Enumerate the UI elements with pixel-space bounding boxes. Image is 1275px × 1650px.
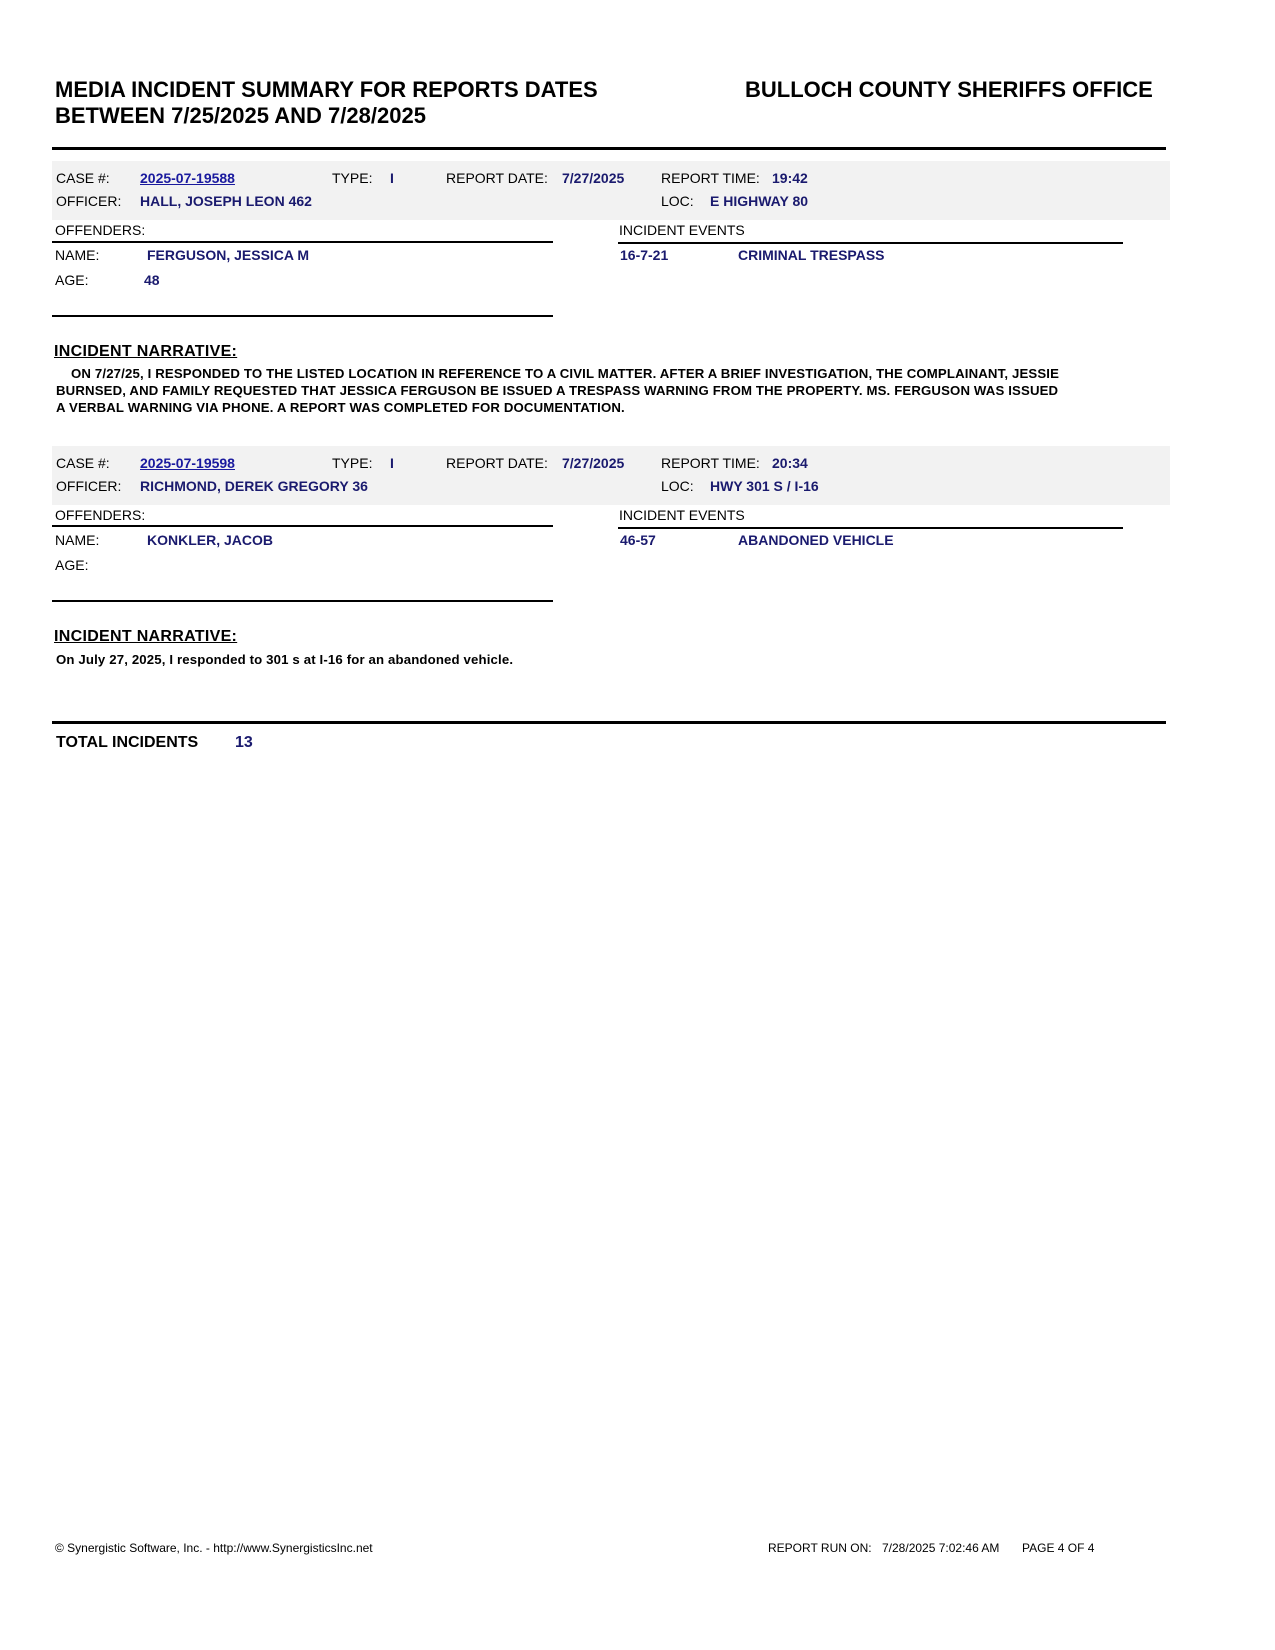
narrative-line: ON 7/27/25, I RESPONDED TO THE LISTED LOCATION IN REFERENCE TO A CIVIL MATTER. AFTER A BRIEF INVESTIGATION, THE COMPLAINANT, JESSIE <box>71 366 1060 381</box>
copyright-notice: © Synergistic Software, Inc. - http://www.SynergisticsInc.net <box>55 1541 373 1555</box>
name-label: NAME: <box>55 532 100 548</box>
case-number-link[interactable]: 2025-07-19588 <box>140 170 235 186</box>
loc-value: E HIGHWAY 80 <box>710 193 809 209</box>
type-label: TYPE: <box>332 170 373 186</box>
officer-label: OFFICER: <box>56 478 122 494</box>
header-divider <box>52 147 1166 150</box>
totals-divider <box>52 721 1166 724</box>
officer-label: OFFICER: <box>56 193 122 209</box>
report-time-value: 19:42 <box>772 170 808 186</box>
officer-value: HALL, JOSEPH LEON 462 <box>140 193 312 209</box>
report-date-value: 7/27/2025 <box>562 455 625 471</box>
event-code: 46-57 <box>620 532 656 548</box>
total-incidents-label: TOTAL INCIDENTS <box>56 734 199 751</box>
age-label: AGE: <box>55 272 89 288</box>
report-time-value: 20:34 <box>772 455 808 471</box>
loc-label: LOC: <box>661 478 694 494</box>
report-title-line1: MEDIA INCIDENT SUMMARY FOR REPORTS DATES <box>55 77 598 102</box>
report-title-line2: BETWEEN 7/25/2025 AND 7/28/2025 <box>55 103 426 128</box>
officer-value: RICHMOND, DEREK GREGORY 36 <box>140 478 368 494</box>
total-incidents-value: 13 <box>235 734 253 751</box>
loc-label: LOC: <box>661 193 694 209</box>
page-number: PAGE 4 OF 4 <box>1022 1541 1095 1555</box>
offenders-underline <box>52 525 553 527</box>
case-number-link[interactable]: 2025-07-19598 <box>140 455 235 471</box>
narrative-line: A VERBAL WARNING VIA PHONE. A REPORT WAS COMPLETED FOR DOCUMENTATION. <box>56 400 625 415</box>
narrative-heading: INCIDENT NARRATIVE: <box>54 628 238 645</box>
case-label: CASE #: <box>56 170 110 186</box>
offender-name: FERGUSON, JESSICA M <box>147 247 310 263</box>
event-description: CRIMINAL TRESPASS <box>738 247 885 263</box>
event-description: ABANDONED VEHICLE <box>738 532 894 548</box>
report-date-label: REPORT DATE: <box>446 170 548 186</box>
narrative-line: On July 27, 2025, I responded to 301 s at I-16 for an abandoned vehicle. <box>56 652 514 667</box>
event-code: 16-7-21 <box>620 247 669 263</box>
report-date-value: 7/27/2025 <box>562 170 625 186</box>
type-label: TYPE: <box>332 455 373 471</box>
report-time-label: REPORT TIME: <box>661 455 760 471</box>
events-underline <box>618 527 1123 529</box>
agency-name: BULLOCH COUNTY SHERIFFS OFFICE <box>745 77 1153 102</box>
offenders-bottom-rule <box>52 600 553 602</box>
events-underline <box>618 242 1123 244</box>
offenders-heading: OFFENDERS: <box>55 222 146 238</box>
incident-events-heading: INCIDENT EVENTS <box>619 507 745 523</box>
offenders-underline <box>52 241 553 243</box>
narrative-heading: INCIDENT NARRATIVE: <box>54 343 238 360</box>
name-label: NAME: <box>55 247 100 263</box>
offender-name: KONKLER, JACOB <box>147 532 274 548</box>
type-value: I <box>390 170 394 186</box>
age-label: AGE: <box>55 557 89 573</box>
offenders-heading: OFFENDERS: <box>55 507 146 523</box>
report-run-label: REPORT RUN ON: <box>768 1541 872 1555</box>
loc-value: HWY 301 S / I-16 <box>710 478 819 494</box>
case-label: CASE #: <box>56 455 110 471</box>
report-time-label: REPORT TIME: <box>661 170 760 186</box>
narrative-line: BURNSED, AND FAMILY REQUESTED THAT JESSICA FERGUSON BE ISSUED A TRESPASS WARNING FROM THE PROPERTY. MS. FERGUSON WAS ISSUED <box>56 383 1059 398</box>
incident-events-heading: INCIDENT EVENTS <box>619 222 745 238</box>
offenders-bottom-rule <box>52 315 553 317</box>
offender-age: 48 <box>144 272 160 288</box>
type-value: I <box>390 455 394 471</box>
report-run-value: 7/28/2025 7:02:46 AM <box>882 1541 1000 1555</box>
report-date-label: REPORT DATE: <box>446 455 548 471</box>
